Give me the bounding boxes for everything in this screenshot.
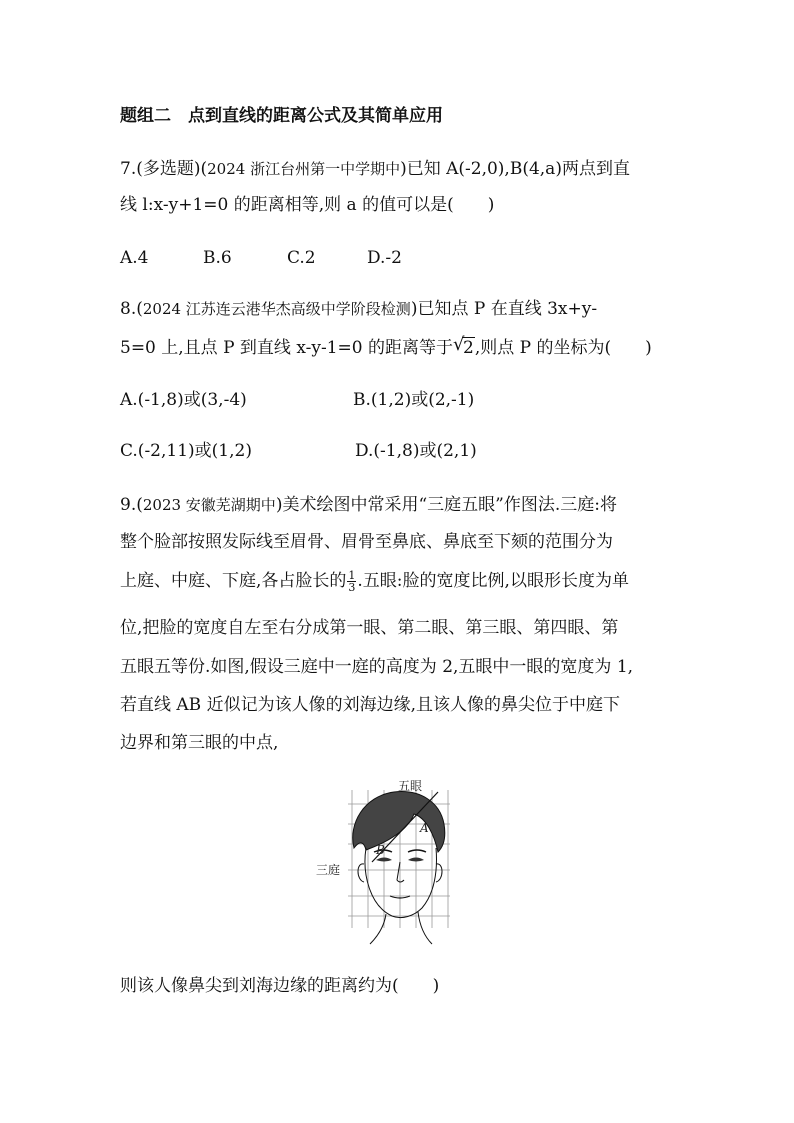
- hair-shape: [353, 792, 445, 852]
- q9-line-7: 边界和第三眼的中点,: [120, 733, 279, 753]
- q9-stem-1: )美术绘图中常采用“三庭五眼”作图法.三庭:将: [275, 495, 617, 515]
- q7-option-c: C.2: [287, 248, 316, 268]
- q9-line-5: 五眼五等份.如图,假设三庭中一庭的高度为 2,五眼中一眼的宽度为 1,: [120, 657, 634, 677]
- q9-question: 则该人像鼻尖到刘海边缘的距离约为( ): [120, 976, 440, 996]
- q9-number: 9.(: [120, 495, 143, 515]
- neck-right: [418, 912, 432, 944]
- fraction-one-third: [347, 570, 356, 593]
- q8-stem-2b: ,则点 P 的坐标为( ): [474, 338, 652, 358]
- sqrt-expression: [453, 336, 475, 360]
- label-five-eyes: 五眼: [398, 779, 423, 793]
- q7-stem-1: )已知 A(-2,0),B(4,a)两点到直: [400, 159, 630, 179]
- q9-stem-3a: 上庭、中庭、下庭,各占脸长的: [120, 571, 347, 591]
- q9-source: 2023 安徽芜湖期中: [142, 496, 276, 514]
- section-title: 题组二 点到直线的距离公式及其简单应用: [120, 106, 443, 126]
- q8-option-c: C.(-2,11)或(1,2): [120, 441, 252, 461]
- q8-stem-1: )已知点 P 在直线 3x+y-: [410, 299, 598, 319]
- q7-option-a: A.4: [120, 248, 149, 268]
- q8-option-d: D.(-1,8)或(2,1): [355, 441, 477, 461]
- q9-line-2: 整个脸部按照发际线至眉骨、眉骨至鼻底、鼻底至下颏的范围分为: [120, 532, 613, 552]
- left-ear: [358, 864, 364, 882]
- face-figure: [310, 778, 486, 948]
- left-eye: [376, 858, 392, 862]
- right-eyebrow: [408, 850, 426, 852]
- q8-number: 8.(: [120, 299, 143, 319]
- nose: [397, 862, 404, 882]
- point-b-label: B: [376, 843, 385, 857]
- sqrt-argument: 2: [463, 338, 474, 358]
- point-a-label: A: [420, 821, 429, 835]
- q9-line-6: 若直线 AB 近似记为该人像的刘海边缘,且该人像的鼻尖位于中庭下: [120, 695, 620, 715]
- q7-number: 7.(多选题)(: [120, 159, 208, 179]
- q7-source: 2024 浙江台州第一中学期中: [207, 160, 401, 178]
- q9-line-1: [120, 493, 617, 517]
- label-three-courts: 三庭: [316, 863, 341, 877]
- q7-option-d: D.-2: [367, 248, 402, 268]
- q8-line-2: [120, 336, 652, 360]
- q8-option-b: B.(1,2)或(2,-1): [353, 390, 475, 410]
- right-eye: [408, 858, 424, 862]
- fraction-numerator: 1: [348, 569, 356, 582]
- radical-sign: √: [453, 334, 465, 355]
- q7-option-b: B.6: [203, 248, 232, 268]
- q9-line-3: [120, 569, 629, 593]
- q7-line-2: 线 l:x-y+1=0 的距离相等,则 a 的值可以是( ): [120, 195, 495, 215]
- q9-stem-3b: .五眼:脸的宽度比例,以眼形长度为单: [357, 571, 629, 591]
- fraction-denominator: 3: [348, 581, 356, 594]
- q8-source: 2024 江苏连云港华杰高级中学阶段检测: [142, 300, 411, 318]
- q8-line-1: [120, 297, 597, 321]
- q8-option-a: A.(-1,8)或(3,-4): [120, 390, 247, 410]
- right-ear: [436, 864, 442, 882]
- q9-line-4: 位,把脸的宽度自左至右分成第一眼、第二眼、第三眼、第四眼、第: [120, 618, 619, 638]
- q8-stem-2a: 5=0 上,且点 P 到直线 x-y-1=0 的距离等于: [120, 338, 453, 358]
- q7-line-1: [120, 157, 630, 181]
